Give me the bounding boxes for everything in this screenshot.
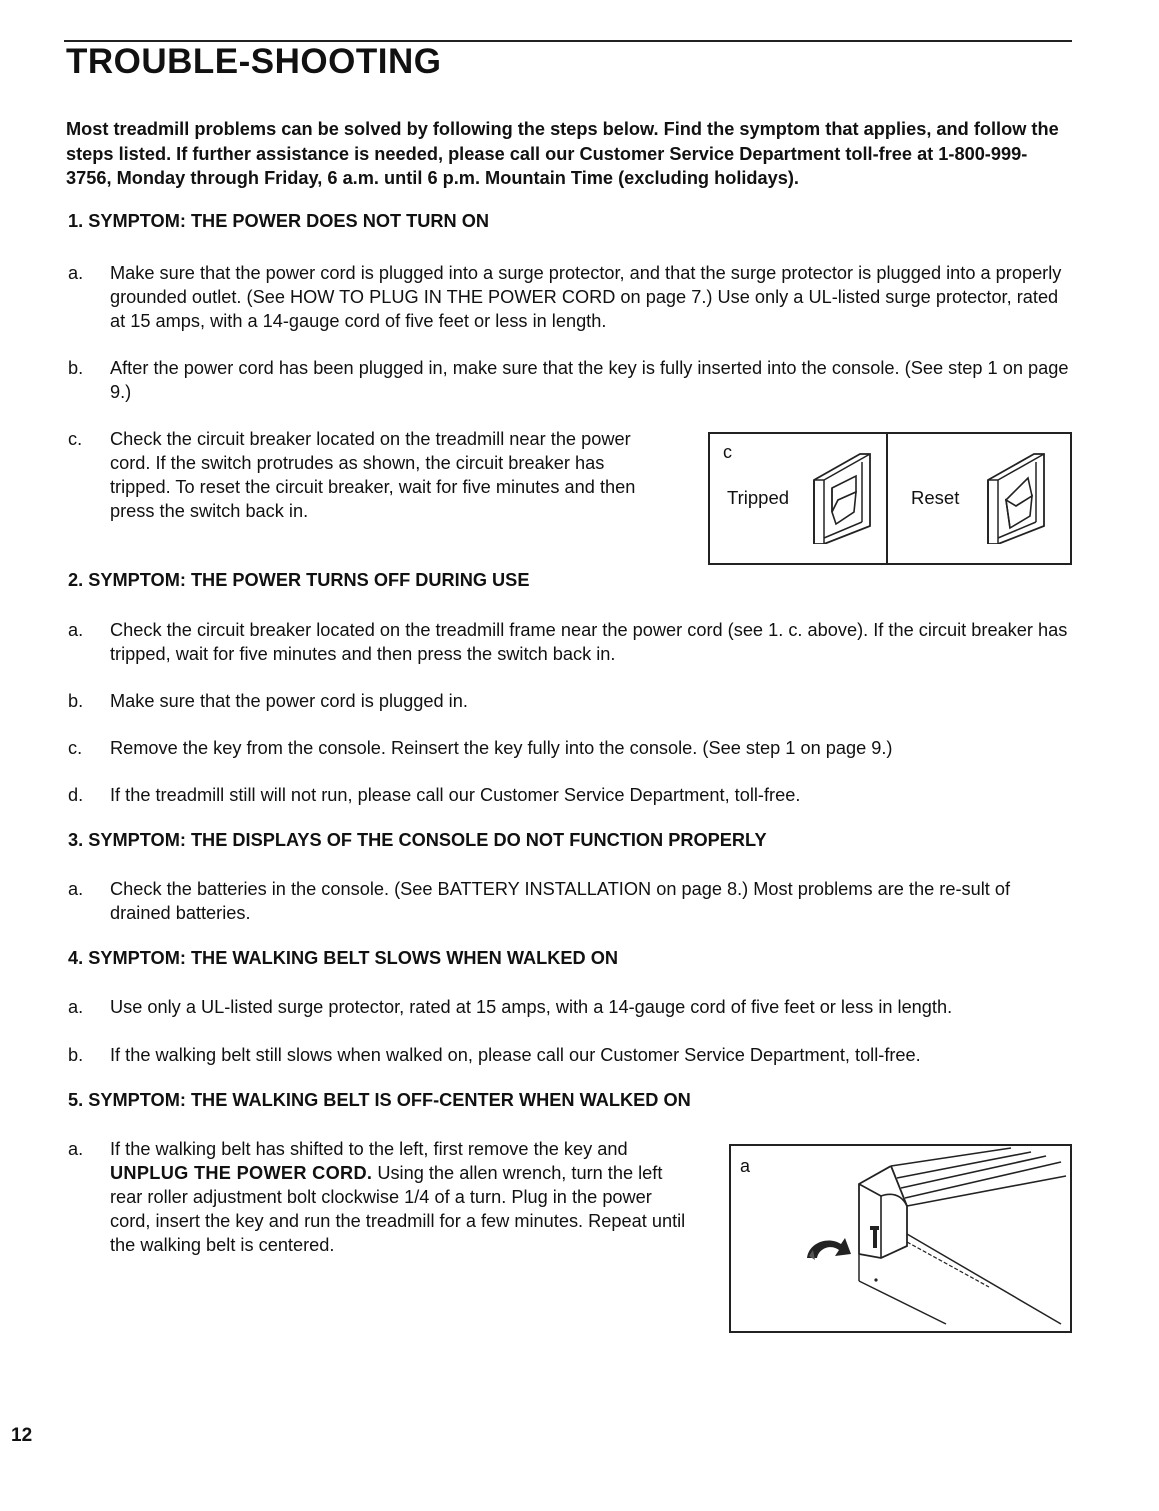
- item-text: Check the circuit breaker located on the treadmill frame near the power cord (see 1. c. above). If the circuit breaker has tripped, wait for five minutes and then press the switch back in.: [110, 620, 1068, 664]
- item-text: If the treadmill still will not run, please call our Customer Service Department, toll-free.: [110, 785, 801, 805]
- symptom-2-item-a: [68, 618, 1069, 666]
- item-letter: c.: [68, 738, 83, 758]
- item-letter: b.: [68, 358, 84, 378]
- circuit-breaker-figure: [708, 432, 1072, 565]
- item-letter: b.: [68, 691, 84, 711]
- item-letter: d.: [68, 785, 84, 805]
- item-text: After the power cord has been plugged in, make sure that the key is fully inserted into the console. (See step 1 on page 9.): [110, 358, 1069, 402]
- item-text: If the walking belt still slows when walked on, please call our Customer Service Department, toll-free.: [110, 1045, 921, 1065]
- symptom-2-item-d: [68, 783, 1069, 807]
- item-letter: a.: [68, 879, 84, 899]
- symptom-2-item-b: [68, 689, 1069, 713]
- item-text: Use only a UL-listed surge protector, rated at 15 amps, with a 14-gauge cord of five feet or less in length.: [110, 997, 953, 1017]
- item-letter: a.: [68, 1139, 84, 1159]
- symptom-2-heading: 2. SYMPTOM: THE POWER TURNS OFF DURING USE: [68, 570, 530, 590]
- item-text-before: If the walking belt has shifted to the left, first remove the key and: [110, 1139, 628, 1159]
- roller-adjustment-figure: [729, 1144, 1072, 1333]
- item-text: Check the circuit breaker located on the treadmill near the power cord. If the switch protrudes as shown, the circuit breaker has tripped. To reset the circuit breaker, wait for five minutes and then press the switch back in.: [110, 429, 636, 521]
- page-title: TROUBLE-SHOOTING: [66, 42, 442, 81]
- symptom-5-item-a: [68, 1137, 689, 1257]
- figure-divider: [886, 434, 888, 563]
- unplug-warning: UNPLUG THE POWER CORD.: [110, 1163, 373, 1183]
- item-text: Make sure that the power cord is plugged in.: [110, 691, 468, 711]
- intro-paragraph: Most treadmill problems can be solved by following the steps below. Find the symptom that applies, and follow the steps listed. If further assistance is needed, please call our Customer Service Department toll-free at 1-800-999-3756, Monday through Friday, 6 a.m. until 6 p.m. Mountain Time (excluding holidays).: [66, 119, 1059, 188]
- symptom-3-heading: 3. SYMPTOM: THE DISPLAYS OF THE CONSOLE DO NOT FUNCTION PROPERLY: [68, 830, 767, 850]
- symptom-1-item-b: [68, 356, 1074, 404]
- item-text: Remove the key from the console. Reinsert the key fully into the console. (See step 1 on page 9.): [110, 738, 893, 758]
- figure-label: c: [723, 442, 732, 462]
- item-letter: a.: [68, 997, 84, 1017]
- treadmill-roller-icon: [731, 1146, 1070, 1331]
- reset-label: Reset: [911, 487, 960, 508]
- item-text: Check the batteries in the console. (See BATTERY INSTALLATION on page 8.) Most problems are the re-sult of drained batteries.: [110, 879, 1011, 923]
- item-text-after: Using the allen wrench, turn the left rear roller adjustment bolt clockwise 1/4 of a turn. Plug in the power cord, insert the key and run the treadmill for a few minutes. Repeat until the walking belt is centered.: [110, 1163, 686, 1255]
- item-letter: c.: [68, 429, 83, 449]
- symptom-4-item-b: [68, 1043, 1069, 1067]
- symptom-5-heading: 5. SYMPTOM: THE WALKING BELT IS OFF-CENTER WHEN WALKED ON: [68, 1090, 691, 1110]
- figure-label: a: [740, 1156, 751, 1176]
- item-letter: a.: [68, 620, 84, 640]
- symptom-1-item-a: [68, 261, 1069, 333]
- item-letter: b.: [68, 1045, 84, 1065]
- page-number: 12: [11, 1425, 33, 1446]
- symptom-2-item-c: [68, 736, 1069, 760]
- symptom-4-item-a: [68, 995, 1069, 1019]
- symptom-1-heading: 1. SYMPTOM: THE POWER DOES NOT TURN ON: [68, 211, 490, 231]
- symptom-3-item-a: [68, 877, 1059, 925]
- tripped-label: Tripped: [727, 487, 790, 508]
- tripped-switch-icon: [808, 450, 876, 544]
- symptom-1-item-c: [68, 427, 649, 523]
- item-letter: a.: [68, 263, 84, 283]
- symptom-4-heading: 4. SYMPTOM: THE WALKING BELT SLOWS WHEN WALKED ON: [68, 948, 618, 968]
- item-text: Make sure that the power cord is plugged into a surge protector, and that the surge protector is plugged into a properly grounded outlet. (See HOW TO PLUG IN THE POWER CORD on page 7.) Use only a UL-listed surge protector, rated at 15 amps, with a 14-gauge cord of five feet or less in length.: [110, 263, 1062, 331]
- reset-switch-icon: [982, 450, 1050, 544]
